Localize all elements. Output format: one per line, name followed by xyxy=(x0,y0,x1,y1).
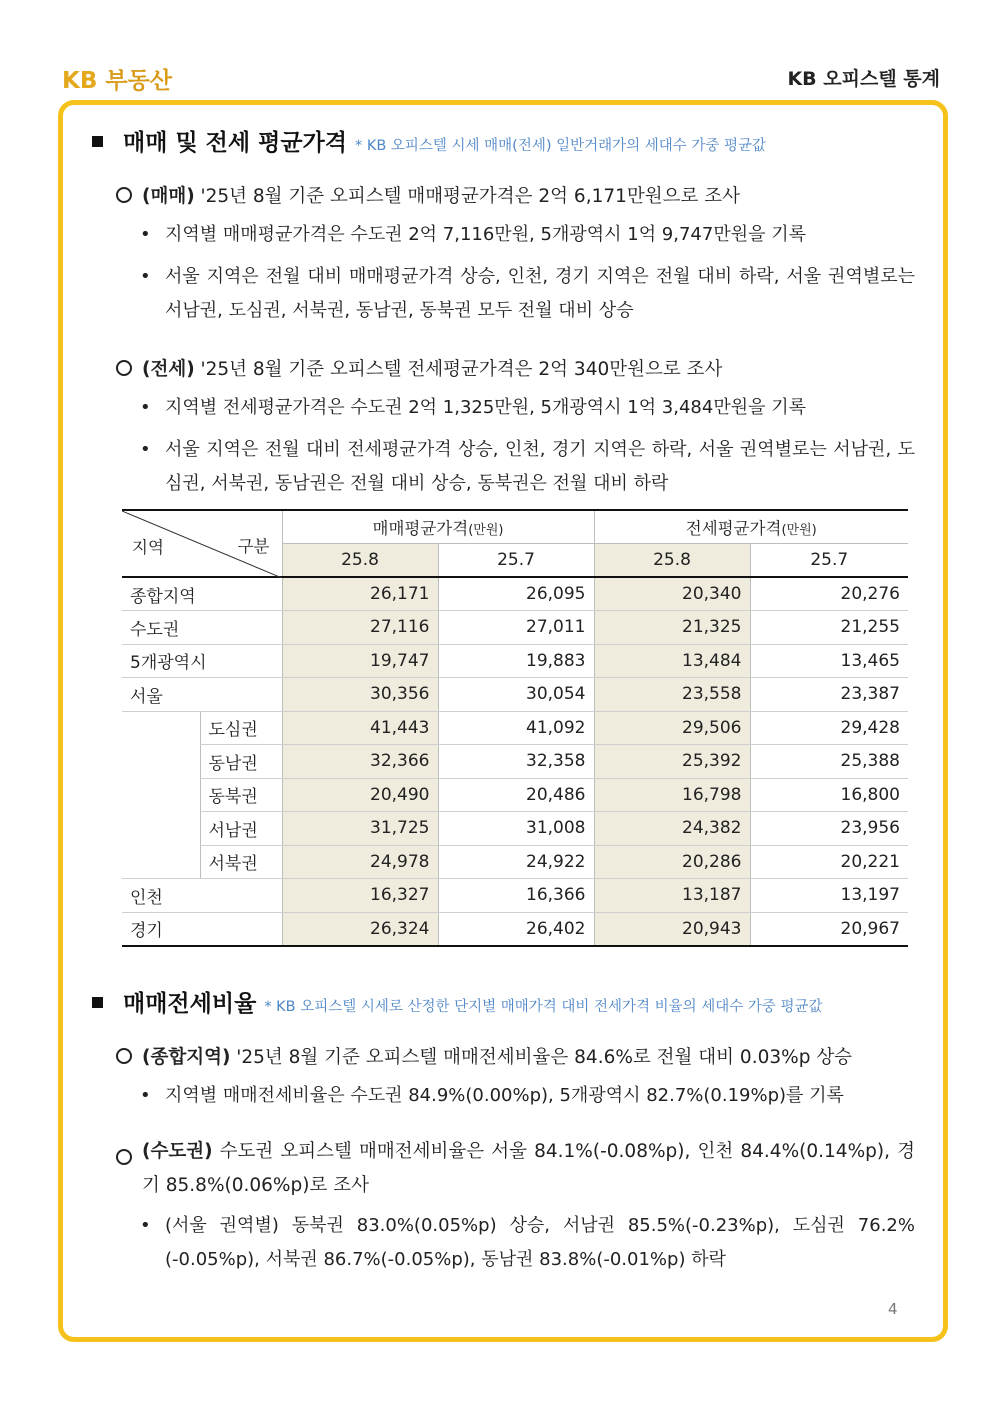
sub-region-cell: 동북권 xyxy=(200,778,282,812)
value-cell: 25,392 xyxy=(594,745,750,779)
table-row xyxy=(122,577,908,611)
corner-category-label: 구분 xyxy=(237,537,270,556)
value-cell: 13,465 xyxy=(750,644,908,678)
circle-bullet-icon xyxy=(116,360,132,376)
value-cell: 24,382 xyxy=(594,812,750,846)
logo-text: 부동산 xyxy=(105,68,173,94)
value-cell: 31,008 xyxy=(438,812,594,846)
value-cell: 30,054 xyxy=(438,678,594,712)
table-row xyxy=(122,678,908,712)
value-cell: 19,747 xyxy=(282,644,438,678)
value-cell: 23,558 xyxy=(594,678,750,712)
sale-bullet-1 xyxy=(140,218,915,252)
region-cell xyxy=(122,745,200,779)
sale-header-text: 매매평균가격 xyxy=(372,519,469,538)
price-table xyxy=(122,509,908,947)
table-row xyxy=(122,879,908,913)
value-cell: 16,327 xyxy=(282,879,438,913)
bullet-text: 지역별 매매평균가격은 수도권 2억 7,116만원, 5개광역시 1억 9,747만원을 기록 xyxy=(165,224,806,245)
section-title-text: 매매 및 전세 평균가격 xyxy=(123,130,347,156)
value-cell: 16,800 xyxy=(750,778,908,812)
bullet-text: (서울 권역별) 동북권 83.0%(0.05%p) 상승, 서남권 85.5%(-0.23%p), 도심권 76.2%(-0.05%p), 서북권 86.7%(-0.05%p), 동남권 83.8%(-0.01%p) 하락 xyxy=(165,1215,915,1270)
square-bullet-icon xyxy=(92,136,103,147)
region-cell: 5개광역시 xyxy=(122,644,282,678)
value-cell: 13,187 xyxy=(594,879,750,913)
dot-bullet-icon: • xyxy=(140,266,151,287)
region-cell: 수도권 xyxy=(122,611,282,645)
value-cell: 16,366 xyxy=(438,879,594,913)
value-cell: 26,095 xyxy=(438,577,594,611)
dot-bullet-icon: • xyxy=(140,1085,151,1106)
region-cell xyxy=(122,711,200,745)
sale-summary xyxy=(116,182,740,208)
value-cell: 19,883 xyxy=(438,644,594,678)
value-cell: 29,506 xyxy=(594,711,750,745)
doc-title: KB 오피스텔 통계 xyxy=(787,68,940,90)
sale-label: (매매) xyxy=(142,186,195,207)
value-cell: 24,978 xyxy=(282,845,438,879)
page-number: 4 xyxy=(888,1300,898,1318)
value-cell: 20,967 xyxy=(750,912,908,946)
unit-label: (만원) xyxy=(781,523,817,538)
value-cell: 23,387 xyxy=(750,678,908,712)
sub-region-cell: 도심권 xyxy=(200,711,282,745)
region-cell: 종합지역 xyxy=(122,577,282,611)
value-cell: 41,443 xyxy=(282,711,438,745)
jeonse-header-text: 전세평균가격 xyxy=(685,519,782,538)
table-row xyxy=(122,812,908,846)
value-cell: 30,356 xyxy=(282,678,438,712)
sale-bullet-2 xyxy=(140,260,915,328)
region-cell: 인천 xyxy=(122,879,282,913)
value-cell: 20,340 xyxy=(594,577,750,611)
table-row xyxy=(122,644,908,678)
region-cell xyxy=(122,845,200,879)
value-cell: 20,276 xyxy=(750,577,908,611)
region-cell xyxy=(122,778,200,812)
period-header: 25.7 xyxy=(750,544,908,578)
region-cell: 서울 xyxy=(122,678,282,712)
circle-bullet-icon xyxy=(116,1143,132,1177)
dot-bullet-icon: • xyxy=(140,397,151,418)
total-bullet-1 xyxy=(140,1079,915,1113)
value-cell: 26,402 xyxy=(438,912,594,946)
value-cell: 29,428 xyxy=(750,711,908,745)
value-cell: 20,490 xyxy=(282,778,438,812)
dot-bullet-icon: • xyxy=(140,439,151,460)
capital-summary-text xyxy=(142,1135,915,1203)
value-cell: 31,725 xyxy=(282,812,438,846)
sale-text: '25년 8월 기준 오피스텔 매매평균가격은 2억 6,171만원으로 조사 xyxy=(194,186,740,207)
table-row xyxy=(122,611,908,645)
sub-region-cell: 서남권 xyxy=(200,812,282,846)
jeonse-bullet-2 xyxy=(140,433,915,501)
sub-region-cell: 서북권 xyxy=(200,845,282,879)
capital-bullet-1 xyxy=(140,1209,915,1277)
value-cell: 20,486 xyxy=(438,778,594,812)
value-cell: 26,171 xyxy=(282,577,438,611)
value-cell: 24,922 xyxy=(438,845,594,879)
jeonse-price-header xyxy=(594,510,908,544)
capital-ratio-summary xyxy=(116,1135,915,1203)
bullet-text: 지역별 전세평균가격은 수도권 2억 1,325만원, 5개광역시 1억 3,484만원을 기록 xyxy=(165,397,806,418)
sub-region-cell: 동남권 xyxy=(200,745,282,779)
table-row xyxy=(122,778,908,812)
period-header: 25.7 xyxy=(438,544,594,578)
section-title-text: 매매전세비율 xyxy=(123,991,257,1017)
square-bullet-icon xyxy=(92,997,103,1008)
region-cell: 경기 xyxy=(122,912,282,946)
value-cell: 41,092 xyxy=(438,711,594,745)
period-header: 25.8 xyxy=(594,544,750,578)
section-title-ratio xyxy=(92,985,823,1018)
value-cell: 32,366 xyxy=(282,745,438,779)
unit-label: (만원) xyxy=(468,523,504,538)
value-cell: 13,484 xyxy=(594,644,750,678)
section-note: * KB 오피스텔 시세 매매(전세) 일반거래가의 세대수 가중 평균값 xyxy=(354,138,767,154)
table-corner-cell xyxy=(122,510,282,577)
capital-label: (수도권) xyxy=(142,1141,213,1162)
total-text: '25년 8월 기준 오피스텔 매매전세비율은 84.6%로 전월 대비 0.03%p 상승 xyxy=(230,1047,853,1068)
total-ratio-summary xyxy=(116,1043,852,1069)
value-cell: 20,221 xyxy=(750,845,908,879)
value-cell: 25,388 xyxy=(750,745,908,779)
jeonse-bullet-1 xyxy=(140,391,915,425)
value-cell: 21,325 xyxy=(594,611,750,645)
period-header: 25.8 xyxy=(282,544,438,578)
logo-kb: KB xyxy=(62,68,98,94)
table-row xyxy=(122,912,908,946)
value-cell: 21,255 xyxy=(750,611,908,645)
kb-logo xyxy=(62,62,172,95)
bullet-text: 서울 지역은 전월 대비 전세평균가격 상승, 인천, 경기 지역은 하락, 서울 권역별로는 서남권, 도심권, 서북권, 동남권은 전월 대비 상승, 동북권은 전월 대비 하락 xyxy=(165,439,915,494)
table-row xyxy=(122,745,908,779)
bullet-text: 지역별 매매전세비율은 수도권 84.9%(0.00%p), 5개광역시 82.7%(0.19%p)를 기록 xyxy=(165,1085,844,1106)
value-cell: 26,324 xyxy=(282,912,438,946)
value-cell: 20,943 xyxy=(594,912,750,946)
total-label: (종합지역) xyxy=(142,1047,231,1068)
jeonse-summary xyxy=(116,355,722,381)
value-cell: 27,011 xyxy=(438,611,594,645)
sale-price-header xyxy=(282,510,594,544)
capital-text: 수도권 오피스텔 매매전세비율은 서울 84.1%(-0.08%p), 인천 84.4%(0.14%p), 경기 85.8%(0.06%p)로 조사 xyxy=(142,1141,915,1196)
circle-bullet-icon xyxy=(116,1048,132,1064)
region-cell xyxy=(122,812,200,846)
value-cell: 23,956 xyxy=(750,812,908,846)
dot-bullet-icon: • xyxy=(140,224,151,245)
value-cell: 13,197 xyxy=(750,879,908,913)
jeonse-text: '25년 8월 기준 오피스텔 전세평균가격은 2억 340만원으로 조사 xyxy=(194,359,723,380)
table-row xyxy=(122,711,908,745)
corner-region-label: 지역 xyxy=(132,538,164,557)
table-row xyxy=(122,845,908,879)
section-title-prices xyxy=(92,124,766,157)
value-cell: 32,358 xyxy=(438,745,594,779)
value-cell: 27,116 xyxy=(282,611,438,645)
bullet-text: 서울 지역은 전월 대비 매매평균가격 상승, 인천, 경기 지역은 전월 대비 하락, 서울 권역별로는 서남권, 도심권, 서북권, 동남권, 동북권 모두 전월 대비 상승 xyxy=(165,266,915,321)
value-cell: 16,798 xyxy=(594,778,750,812)
dot-bullet-icon: • xyxy=(140,1215,151,1236)
circle-bullet-icon xyxy=(116,187,132,203)
value-cell: 20,286 xyxy=(594,845,750,879)
section-note: * KB 오피스텔 시세로 산정한 단지별 매매가격 대비 전세가격 비율의 세대수 가중 평균값 xyxy=(264,999,823,1015)
jeonse-label: (전세) xyxy=(142,359,195,380)
